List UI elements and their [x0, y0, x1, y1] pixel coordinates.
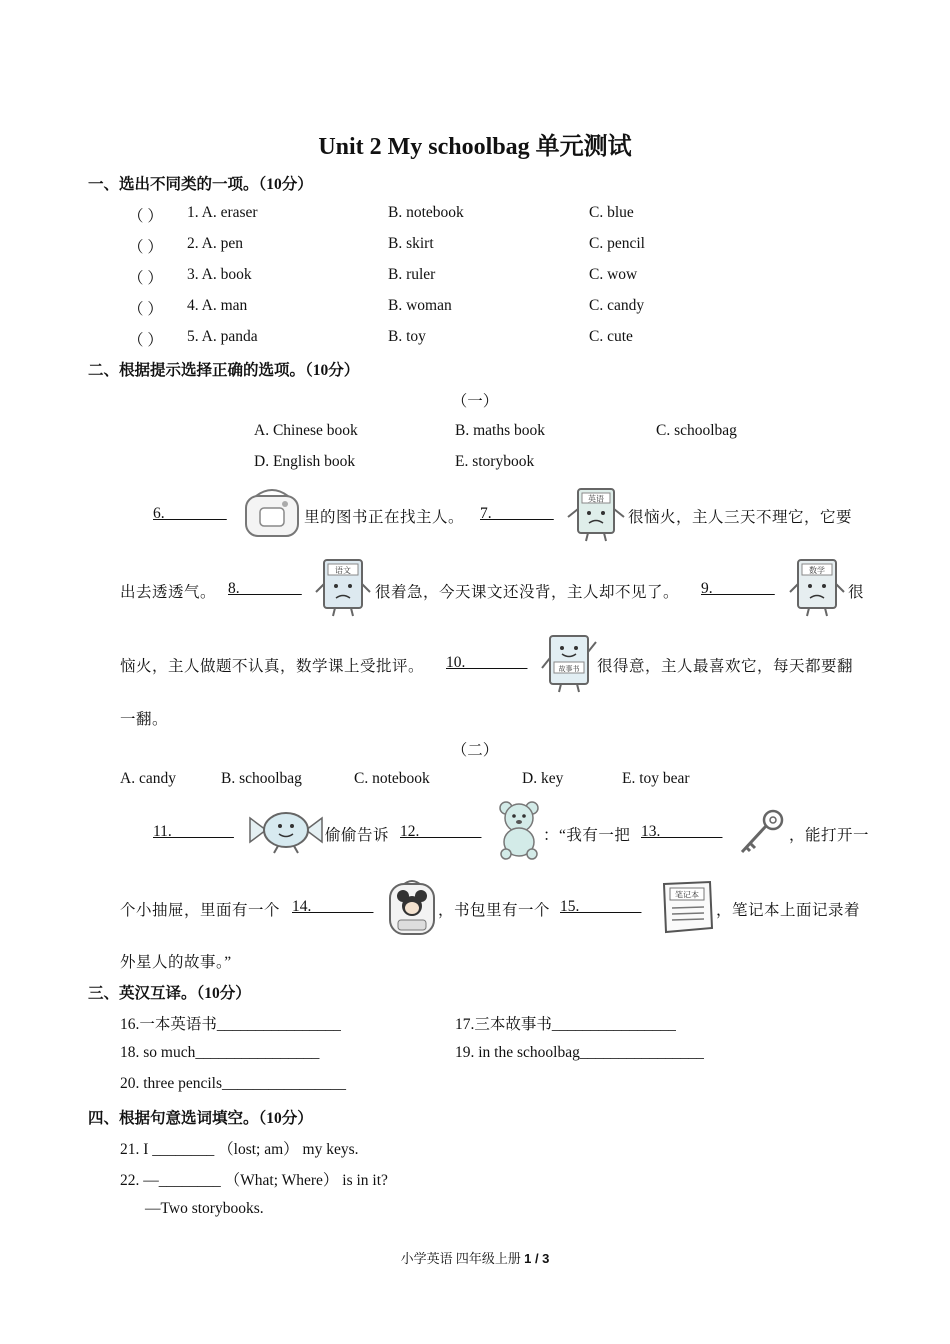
sentence-15-cont: 外星人的故事。” — [120, 954, 232, 971]
sentence-9: 很 — [848, 584, 865, 601]
blank-6[interactable]: 6.________ — [153, 505, 227, 522]
book-label: 英语 — [588, 494, 604, 504]
answer-paren[interactable]: （ ） — [128, 301, 163, 318]
storybook-icon — [540, 632, 598, 694]
sentence-14: ，书包里有一个 — [438, 902, 551, 919]
page-title: Unit 2 My schoolbag 单元测试 — [318, 134, 632, 160]
blank-9[interactable]: 9.________ — [701, 580, 775, 597]
question-option-c: C. candy — [589, 297, 645, 314]
sentence-13: ，能打开一 — [789, 827, 870, 844]
sentence-13-cont: 个小抽屉，里面有一个 — [120, 902, 281, 919]
sentence-7: 很恼火，主人三天不理它，它要 — [628, 509, 853, 526]
book-label: 数学 — [809, 566, 825, 575]
question-option-a: 4. A. man — [187, 297, 248, 314]
question-18[interactable]: 18. so much________________ — [120, 1044, 320, 1061]
section-2-heading: 二、根据提示选择正确的选项。（10分） — [88, 362, 360, 379]
blank-11[interactable]: 11.________ — [153, 823, 234, 840]
question-option-c: C. wow — [589, 266, 638, 283]
book-label: 语文 — [335, 566, 351, 575]
question-option-b: B. toy — [388, 328, 426, 345]
blank-7[interactable]: 7.________ — [480, 505, 554, 522]
option-a: A. Chinese book — [254, 422, 358, 439]
question-option-b: B. skirt — [388, 235, 434, 252]
sentence-9-cont: 恼火，主人做题不认真，数学课上受批评。 — [120, 658, 425, 675]
english-book-icon — [566, 487, 626, 543]
sentence-10-cont: 一翻。 — [120, 711, 169, 728]
notebook-label: 笔记本 — [675, 890, 699, 900]
option-c: C. notebook — [354, 770, 430, 787]
question-option-a: 2. A. pen — [187, 235, 243, 252]
blank-13[interactable]: 13.________ — [641, 823, 723, 840]
question-option-b: B. woman — [388, 297, 452, 314]
sentence-10: 很得意，主人最喜欢它，每天都要翻 — [597, 658, 854, 675]
option-e: E. storybook — [455, 453, 535, 470]
schoolbag-icon — [240, 486, 304, 540]
notebook-icon — [656, 880, 716, 934]
blank-8[interactable]: 8.________ — [228, 580, 302, 597]
part-1-label: （一） — [451, 393, 499, 410]
section-3-heading: 三、英汉互译。（10分） — [88, 985, 251, 1002]
question-19[interactable]: 19. in the schoolbag________________ — [455, 1044, 704, 1061]
sentence-8: 很着急，今天课文还没背，主人却不见了。 — [375, 584, 680, 601]
question-option-c: C. cute — [589, 328, 633, 345]
candy-icon — [248, 806, 324, 854]
chinese-book-icon — [314, 558, 372, 618]
question-option-a: 3. A. book — [187, 266, 252, 283]
option-d: D. English book — [254, 453, 356, 470]
question-16[interactable]: 16.一本英语书________________ — [120, 1016, 341, 1033]
question-option-c: C. pencil — [589, 235, 645, 252]
sentence-11: 偷偷告诉 — [325, 827, 390, 844]
question-option-b: B. ruler — [388, 266, 436, 283]
option-b: B. maths book — [455, 422, 545, 439]
blank-15[interactable]: 15.________ — [560, 898, 642, 915]
answer-paren[interactable]: （ ） — [128, 332, 163, 349]
answer-paren[interactable]: （ ） — [128, 239, 163, 256]
answer-paren[interactable]: （ ） — [128, 270, 163, 287]
question-22[interactable]: 22. —________ （What; Where） is in it? — [120, 1172, 388, 1189]
blank-14[interactable]: 14.________ — [292, 898, 374, 915]
blank-10[interactable]: 10.________ — [446, 654, 528, 671]
option-e: E. toy bear — [622, 770, 690, 787]
footer-subject: 小学英语 四年级上册 — [400, 1251, 525, 1266]
option-a: A. candy — [120, 770, 176, 787]
question-17[interactable]: 17.三本故事书________________ — [455, 1016, 676, 1033]
question-option-c: C. blue — [589, 204, 634, 221]
section-4-heading: 四、根据句意选词填空。（10分） — [88, 1110, 313, 1127]
section-1-heading: 一、选出不同类的一项。（10分） — [88, 176, 313, 193]
page-footer — [0, 1248, 950, 1267]
question-21[interactable]: 21. I ________ （lost; am） my keys. — [120, 1141, 359, 1158]
part-2-label: （二） — [451, 742, 499, 759]
question-option-b: B. notebook — [388, 204, 464, 221]
option-d: D. key — [522, 770, 564, 787]
toy-bear-icon — [494, 800, 544, 860]
question-22-answer: —Two storybooks. — [145, 1200, 264, 1217]
page-number: 1 / 3 — [524, 1251, 550, 1266]
sentence-6: 里的图书正在找主人。 — [304, 509, 465, 526]
sentence-12: ：“我有一把 — [543, 827, 631, 844]
sentence-15: ，笔记本上面记录着 — [716, 902, 861, 919]
option-b: B. schoolbag — [221, 770, 302, 787]
sentence-7-cont: 出去透透气。 — [120, 584, 217, 601]
answer-paren[interactable]: （ ） — [128, 208, 163, 225]
backpack-icon — [386, 876, 438, 938]
question-option-a: 1. A. eraser — [187, 204, 258, 221]
key-icon — [736, 808, 786, 856]
option-c: C. schoolbag — [656, 422, 737, 439]
question-option-a: 5. A. panda — [187, 328, 258, 345]
maths-book-icon — [788, 558, 846, 618]
book-label: 故事书 — [558, 665, 580, 673]
question-20[interactable]: 20. three pencils________________ — [120, 1075, 347, 1092]
blank-12[interactable]: 12.________ — [400, 823, 482, 840]
